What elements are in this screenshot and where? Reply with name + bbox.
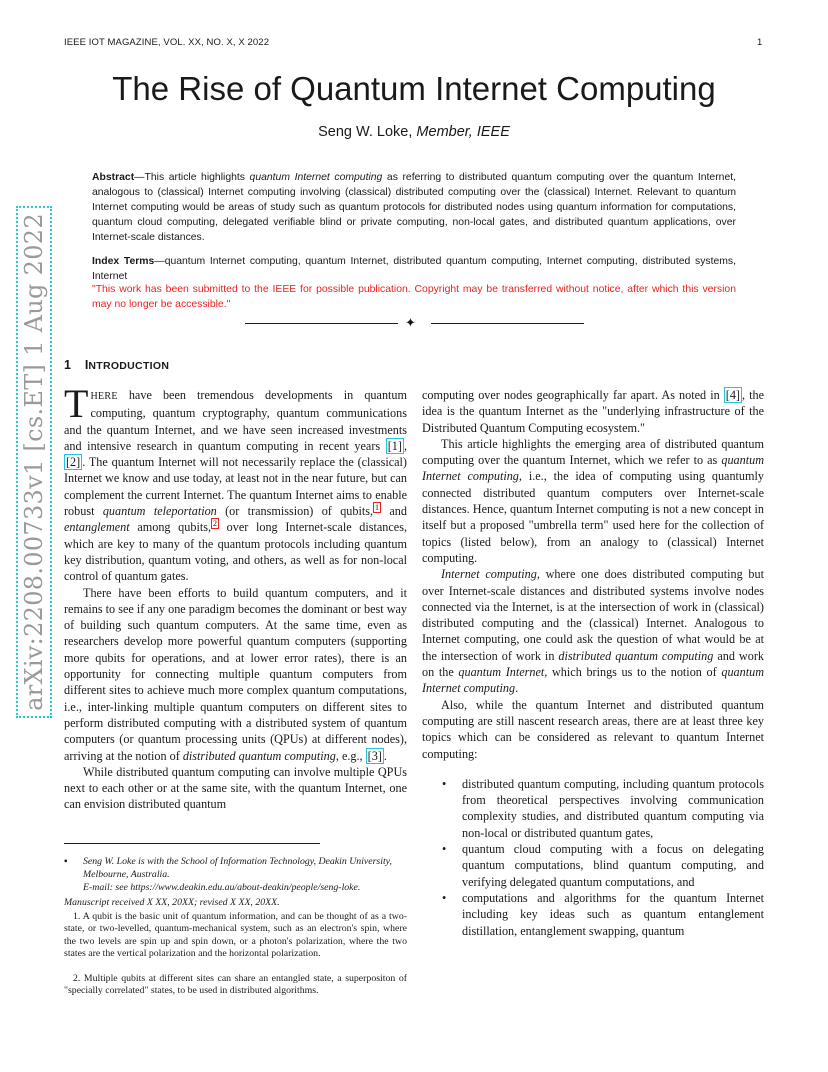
bullet-icon: • xyxy=(442,890,447,905)
emphasis: Internet computing xyxy=(441,567,537,582)
list-item-text: computations and algorithms for the quantum Internet including key ideas such as quantum entanglement distillation, entanglement swapping, quantum xyxy=(462,890,764,938)
affiliation-line: Seng W. Loke is with the School of Information Technology, Deakin University, Melbourne, Australia. xyxy=(83,856,392,880)
text-run: , e.g., xyxy=(335,748,366,763)
paragraph xyxy=(422,436,764,566)
paper-title: The Rise of Quantum Internet Computing xyxy=(112,70,716,107)
emphasis: quantum Internet computing xyxy=(422,665,764,696)
text-run: , xyxy=(403,438,407,453)
section-title-rest: NTRODUCTION xyxy=(88,360,170,372)
divider-diamond-icon: ✦ xyxy=(405,315,416,330)
abstract-emphasis: quantum Internet computing xyxy=(249,172,383,183)
text-run: , i.e., the idea of computing using quantumly connected distributed quantum computers over Internet-scale distances. Hence, quantum Internet computing is not a new concept in itself but a proposed "umbrella term" used here for the collection of topics (listed below), from an analogy to (classical) Internet computing. xyxy=(422,469,764,565)
text-run: and work on the xyxy=(422,648,764,680)
text-run: This article highlights the emerging area of distributed quantum computing over the quantum Internet, which we refer to as xyxy=(422,436,764,468)
bullet-icon: • xyxy=(442,842,447,857)
list-item xyxy=(422,776,764,841)
footnote-2: 2. Multiple qubits at different sites can share an entangled state, a superpositon of "specially correlated" states, to be used in distributed algorithms. xyxy=(64,973,407,997)
paragraph: Also, while the quantum Internet and distributed quantum computing are still nascent research areas, there are at least three key topics which can be considered as relevant to quantum Internet computing: xyxy=(422,697,764,761)
paragraph xyxy=(422,387,764,436)
left-column xyxy=(64,381,408,813)
text-run: among qubits, xyxy=(129,520,212,535)
text-run: . xyxy=(383,748,387,763)
citation-link[interactable]: [2] xyxy=(66,455,81,470)
citation-link[interactable]: [3] xyxy=(367,748,382,763)
manuscript-note: Manuscript received X XX, 20XX; revised X XX, 20XX. xyxy=(64,897,280,908)
author-role: Member, IEEE xyxy=(416,124,510,140)
affiliation-text xyxy=(83,855,407,894)
index-terms-label: Index Terms xyxy=(92,256,155,267)
drop-cap: T xyxy=(64,381,89,426)
affiliation-footnote xyxy=(64,855,407,894)
arxiv-stamp[interactable]: arXiv:2208.00733v1 [cs.ET] 1 Aug 2022 xyxy=(16,206,52,718)
text-run: have been tremendous developments in quantum computing, quantum cryptography, quantum communications and the quantum Internet, and we have seen increased investments and intensive research in quantum computing in recent years xyxy=(64,388,407,453)
footnote-1: 1. A qubit is the basic unit of quantum information, and can be thought of as a two-state, or two-levelled, quantum-mechanical system, such as an electron's spin, where the two levels are spin up and spin down, or a photon's polarization, where the two states are the vertical polarization and the horizontal polarization. xyxy=(64,911,407,960)
section-heading xyxy=(64,358,169,372)
submission-notice: "This work has been submitted to the IEEE for possible publication. Copyright may be transferred without notice, after which this version may no longer be accessible." xyxy=(92,284,736,310)
emphasis: entanglement xyxy=(64,520,130,535)
topic-list xyxy=(422,776,764,939)
index-terms-text: —quantum Internet computing, quantum Internet, distributed quantum computing, Internet computing, distributed systems, Internet xyxy=(92,256,736,282)
abstract-label: Abstract xyxy=(92,172,135,183)
email-line: E-mail: see https://www.deakin.edu.au/about-deakin/people/seng-loke. xyxy=(83,882,361,893)
text-run: over long Internet-scale distances, which are key to many of the quantum protocols including quantum key distribution, quantum voting, and others, as well as for non-local control of quantum gates. xyxy=(64,520,408,584)
citation-link[interactable]: [4] xyxy=(725,388,740,402)
text-run: , which brings us to the notion of xyxy=(544,665,722,680)
paragraph xyxy=(422,566,764,696)
footnote-link[interactable]: 1 xyxy=(375,503,380,513)
text-run: , the idea is the quantum Internet as the "underlying infrastructure of the Distributed Quantum Computing ecosystem." xyxy=(422,388,765,435)
text-run: (or transmission) of qubits, xyxy=(216,504,374,519)
text-run: , where one does distributed computing but over Internet-scale distances and distributed systems involve nodes connected via the Internet, is at the intersection of work in (classical) distributed computing and the (classical) Internet. Analogous to Internet computing, one could ask the question of what would be at the intersection of work in xyxy=(422,567,764,663)
divider-line-right xyxy=(431,323,584,324)
section-initial: I xyxy=(84,358,89,372)
section-number: 1 xyxy=(64,358,71,372)
emphasis: distributed quantum computing xyxy=(182,748,336,763)
list-item xyxy=(422,890,764,939)
author-name: Seng W. Loke, xyxy=(318,124,413,140)
list-item-text: quantum cloud computing with a focus on delegating quantum computations, blind quantum computing, and verifying delegated quantum computations, and xyxy=(462,842,764,889)
smallcaps-word: HERE xyxy=(90,391,118,402)
text-run: . xyxy=(515,681,519,696)
emphasis: quantum Internet xyxy=(458,665,545,680)
text-run: and xyxy=(381,504,407,519)
list-item-text: distributed quantum computing, including quantum protocols from theoretical perspectives involving communication complexity studies, and distributed quantum computing via non-local or distributed quantum gates, xyxy=(462,776,764,840)
list-item xyxy=(422,841,764,890)
abstract-text-2: as referring to distributed quantum computing over the quantum Internet, analogous to (classical) Internet computing involving (classical) distributed computing over the (classical) Internet. Relevant to quantum Internet computing would be areas of study such as quantum protocols for distributed nodes using quantum information for computations, quantum cloud computing, delegated verifiable blind or private computing, non-local gates, and distributed quantum applications, over Internet-scale distances. xyxy=(92,172,736,243)
right-column xyxy=(422,387,764,939)
abstract xyxy=(92,170,736,245)
paragraph xyxy=(64,381,408,585)
index-terms xyxy=(92,254,736,284)
footnote-link[interactable]: 2 xyxy=(213,519,218,529)
page-number: 1 xyxy=(757,37,763,48)
text-run: computing over nodes geographically far apart. As noted in xyxy=(422,388,724,402)
author-line xyxy=(0,124,828,140)
abstract-text-1: —This article highlights xyxy=(134,172,250,183)
bullet-icon: ▪ xyxy=(64,856,68,867)
paragraph: While distributed quantum computing can involve multiple QPUs next to each other or at the same site, with the quantum Internet, one can envision distributed quantum xyxy=(64,764,407,812)
divider-line-left xyxy=(245,323,398,324)
running-head: IEEE IOT MAGAZINE, VOL. XX, NO. X, X 2022 xyxy=(64,37,270,48)
emphasis: distributed quantum computing xyxy=(558,648,714,663)
footnote-rule xyxy=(64,843,320,844)
bullet-icon: • xyxy=(442,776,447,791)
text-run: There have been efforts to build quantum computers, and it remains to see if any one paradigm becomes the dominant or best way of building such quantum computers. At the same time, even as researchers develop more powerful quantum computers (supporting more qubits for operations, and at lower error rates), there is an opportunity for connecting multiple quantum computers from different sites to achieve much more complex quantum computations, i.e., inter-linking multiple quantum computers on different sites to perform distributed computing with a distributed system of quantum computers (or quantum processing units (QPUs) at different nodes), arriving at the notion of xyxy=(64,585,407,763)
citation-link[interactable]: [1] xyxy=(387,438,402,453)
emphasis: quantum teleportation xyxy=(102,504,217,519)
emphasis: quantum Internet computing xyxy=(422,453,764,484)
text-run: . The quantum Internet will not necessarily replace the (classical) Internet we know and use today, at least not in the near future, but can complement the current Internet. The quantum Internet aims to enable robust xyxy=(64,455,407,519)
paragraph xyxy=(64,585,407,764)
